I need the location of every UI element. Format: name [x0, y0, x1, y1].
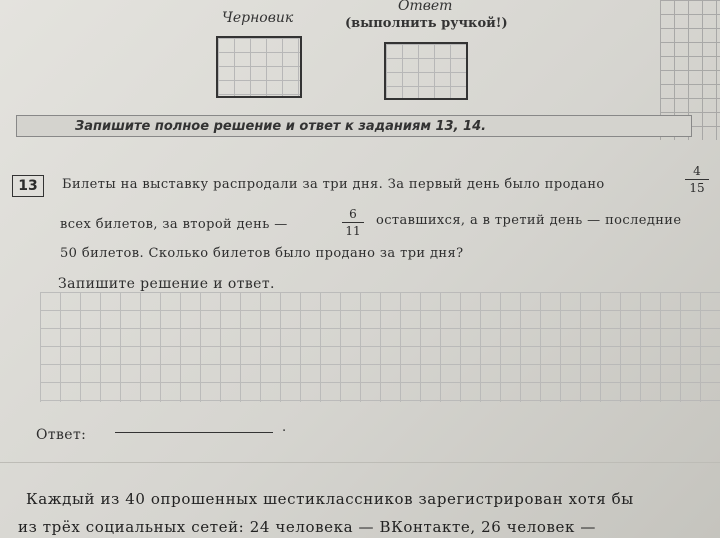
task-number: 13 — [12, 175, 44, 197]
next-task-line-1: Каждый из 40 опрошенных шестиклассников зарегистрирован хотя бы — [26, 490, 634, 508]
next-task-line-2: из трёх социальных сетей: 24 человека — ВКонтакте, 26 человек — — [18, 518, 596, 536]
answer-note: (выполнить ручкой!) — [345, 16, 508, 31]
fraction-4-15 — [685, 163, 709, 196]
instruction-banner: Запишите полное решение и ответ к заданиям 13, 14. — [16, 115, 692, 137]
fraction-numerator: 4 — [693, 164, 701, 178]
solution-prompt: Запишите решение и ответ. — [58, 276, 275, 292]
fraction-denominator: 15 — [689, 181, 705, 195]
fraction-denominator: 11 — [345, 224, 361, 238]
answer-label: Ответ — [398, 0, 453, 14]
task-text-line-2b: оставшихся, а в третий день — последние — [376, 213, 682, 228]
answer-blank-line[interactable] — [115, 432, 273, 433]
answer-field-label: Ответ: — [36, 427, 87, 443]
draft-box[interactable] — [216, 36, 302, 98]
task-text-line-1: Билеты на выставку распродали за три дня. За первый день было продано — [62, 177, 605, 192]
answer-period: . — [282, 420, 287, 435]
draft-label: Черновик — [222, 10, 294, 26]
answer-box[interactable] — [384, 42, 468, 100]
task-text-line-2a: всех билетов, за второй день — — [60, 217, 288, 232]
fraction-6-11 — [342, 206, 364, 239]
fraction-numerator: 6 — [349, 207, 357, 221]
task-text-line-3: 50 билетов. Сколько билетов было продано за три дня? — [60, 246, 464, 261]
section-divider — [0, 462, 720, 463]
solution-grid-area[interactable] — [40, 292, 720, 402]
